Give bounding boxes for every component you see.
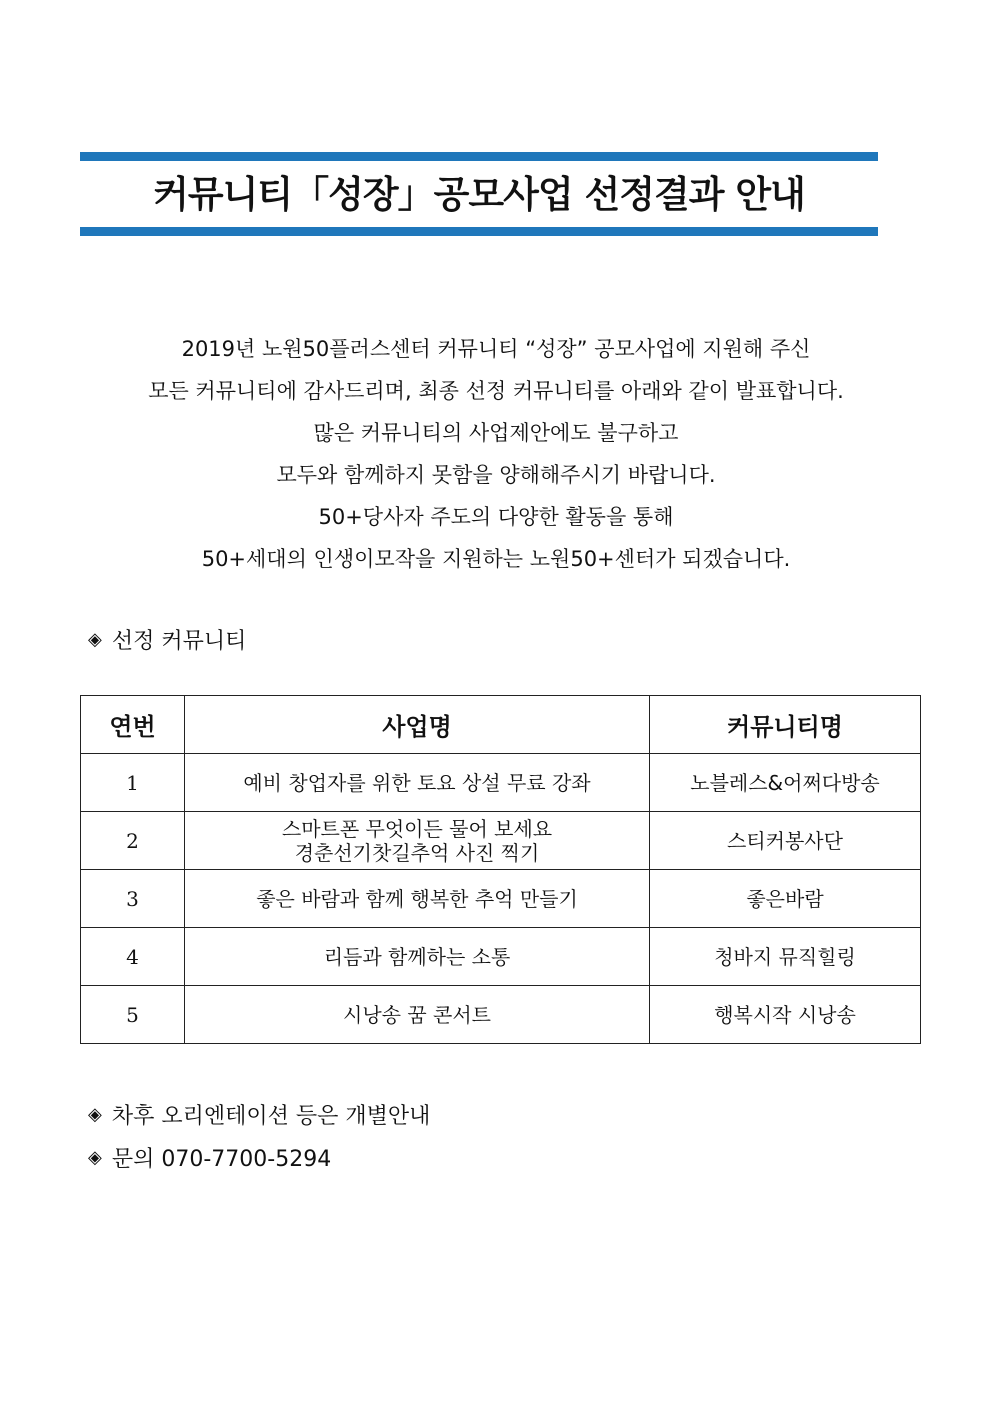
row-number: 5 <box>81 986 185 1044</box>
contact-note-text: 문의 070-7700-5294 <box>111 1147 332 1172</box>
intro-line: 50+당사자 주도의 다양한 활동을 통해 <box>318 505 674 529</box>
row-number: 2 <box>81 812 185 870</box>
project-line: 스마트폰 무엇이든 물어 보세요 <box>281 816 553 841</box>
intro-paragraph <box>0 328 992 580</box>
row-project <box>185 870 650 928</box>
row-community: 노블레스&어쩌다방송 <box>650 754 921 812</box>
row-project <box>185 754 650 812</box>
intro-line: 2019년 노원50플러스센터 커뮤니티 “성장” 공모사업에 지원해 주신 <box>181 337 811 361</box>
header-community: 커뮤니티명 <box>650 696 921 754</box>
table-row <box>81 986 921 1044</box>
diamond-bullet-icon: ◈ <box>88 629 102 650</box>
table-row <box>81 928 921 986</box>
row-community: 좋은바람 <box>650 870 921 928</box>
project-line: 시낭송 꿈 콘서트 <box>343 1002 491 1027</box>
row-number: 4 <box>81 928 185 986</box>
diamond-bullet-icon: ◈ <box>88 1147 102 1168</box>
project-line: 예비 창업자를 위한 토요 상설 무료 강좌 <box>243 770 591 795</box>
header-project: 사업명 <box>185 696 650 754</box>
header-number: 연번 <box>81 696 185 754</box>
title-bottom-rule <box>80 227 878 236</box>
table-header-row <box>81 696 921 754</box>
row-community: 행복시작 시낭송 <box>650 986 921 1044</box>
selected-communities-table <box>80 695 921 1044</box>
intro-line: 모두와 함께하지 못함을 양해해주시기 바랍니다. <box>276 463 716 487</box>
orientation-note-text: 차후 오리엔테이션 등은 개별안내 <box>111 1104 431 1129</box>
row-number: 1 <box>81 754 185 812</box>
row-community: 스티커봉사단 <box>650 812 921 870</box>
table-row <box>81 754 921 812</box>
row-project <box>185 812 650 870</box>
intro-line: 모든 커뮤니티에 감사드리며, 최종 선정 커뮤니티를 아래와 같이 발표합니다. <box>148 379 844 403</box>
title-top-rule <box>80 152 878 161</box>
section-heading-label: 선정 커뮤니티 <box>111 629 247 654</box>
intro-line: 많은 커뮤니티의 사업제안에도 불구하고 <box>313 421 679 445</box>
project-line: 경춘선기찻길추억 사진 찍기 <box>294 840 540 865</box>
diamond-bullet-icon: ◈ <box>88 1104 102 1125</box>
contact-note <box>88 1144 331 1176</box>
row-project <box>185 928 650 986</box>
table-row <box>81 812 921 870</box>
page-title: 커뮤니티「성장」공모사업 선정결과 안내 <box>153 173 805 216</box>
project-line: 좋은 바람과 함께 행복한 추억 만들기 <box>256 886 578 911</box>
intro-line: 50+세대의 인생이모작을 지원하는 노원50+센터가 되겠습니다. <box>201 547 791 571</box>
row-number: 3 <box>81 870 185 928</box>
table-row <box>81 870 921 928</box>
project-line: 리듬과 함께하는 소통 <box>323 944 511 969</box>
orientation-note <box>88 1101 430 1133</box>
section-heading <box>88 626 246 658</box>
row-community: 청바지 뮤직힐링 <box>650 928 921 986</box>
row-project <box>185 986 650 1044</box>
